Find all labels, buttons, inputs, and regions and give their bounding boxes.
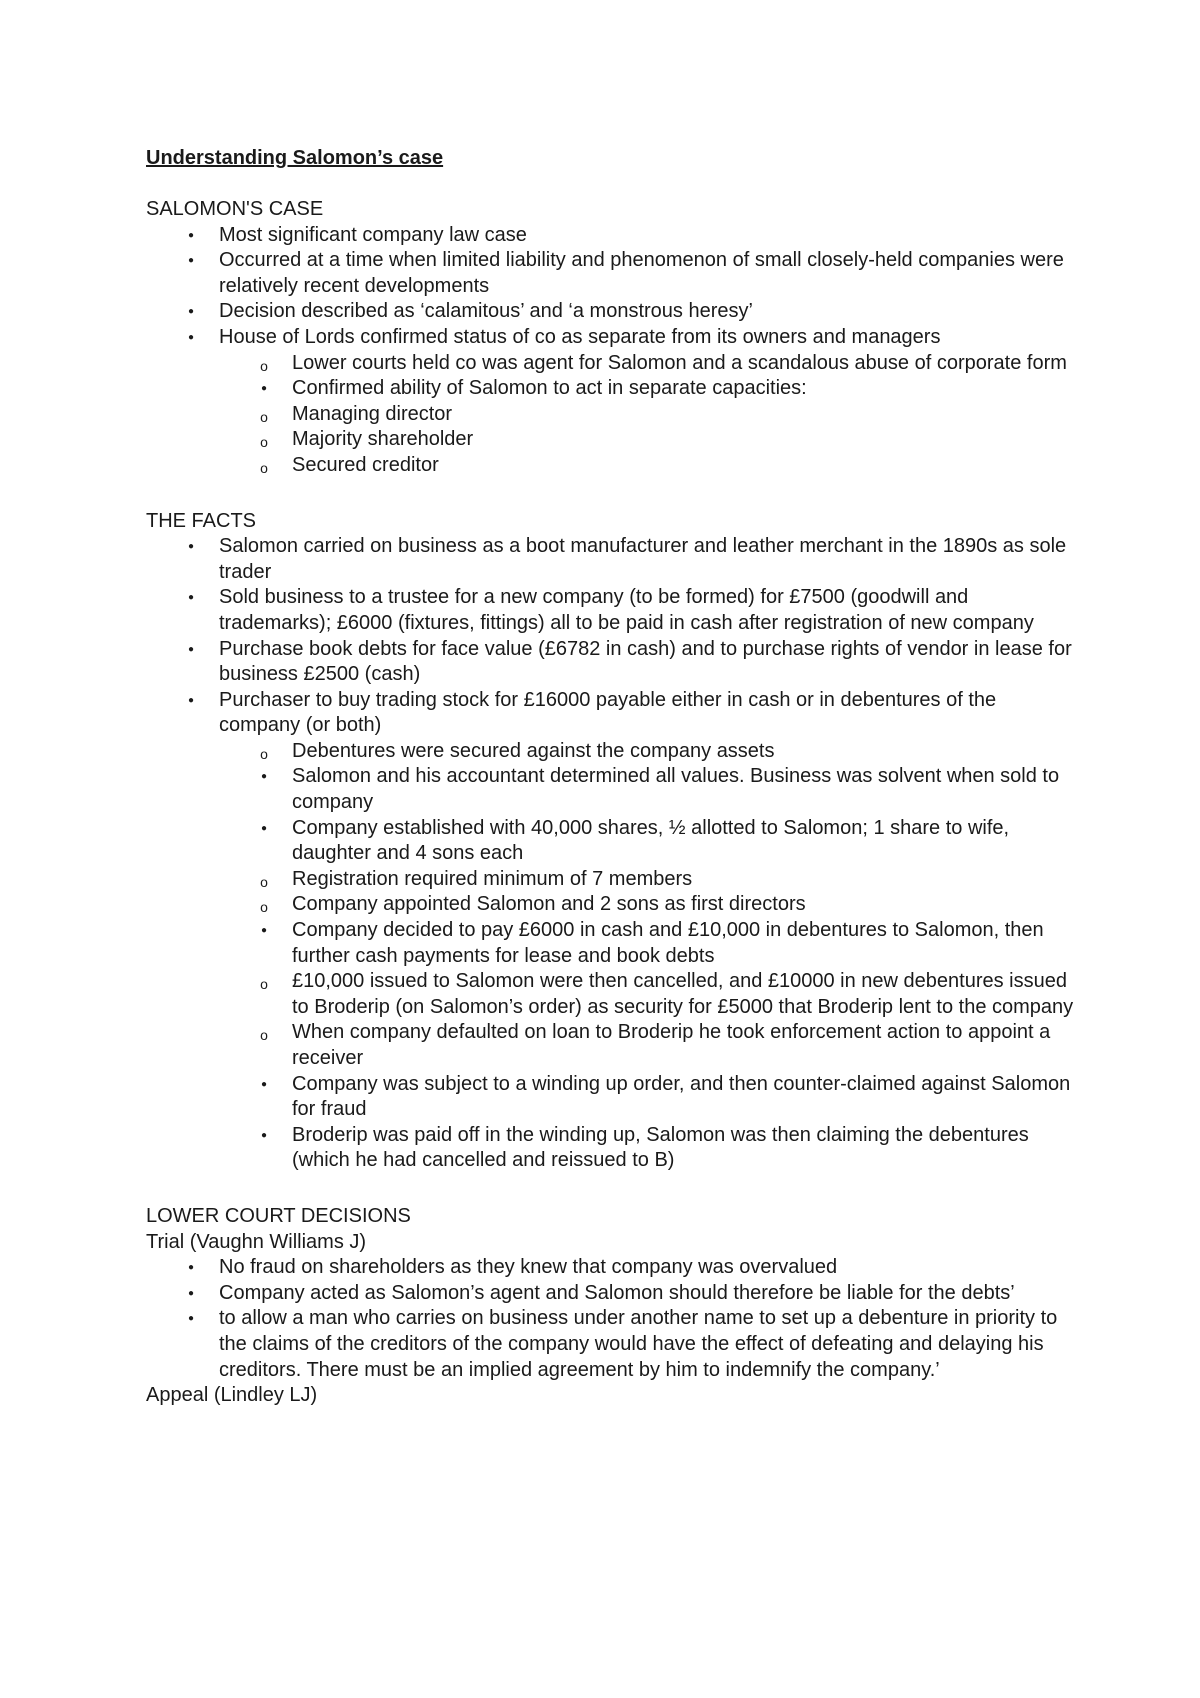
document-title: Understanding Salomon’s case — [146, 147, 444, 169]
section-subheading-appeal: Appeal (Lindley LJ) — [146, 1384, 318, 1407]
list-item-text: Confirmed ability of Salomon to act in separate capacities: — [292, 377, 807, 400]
list-item — [146, 1306, 1076, 1383]
bullet-list — [146, 534, 1076, 1174]
bullet-icon — [181, 248, 201, 277]
list-item — [146, 223, 1076, 249]
document-body — [146, 145, 1076, 1409]
circle-bullet-icon — [254, 867, 274, 894]
bullet-icon — [254, 816, 274, 845]
bullet-icon — [181, 534, 201, 563]
list-item-text: Debentures were secured against the company assets — [292, 739, 775, 762]
list-item-text: Broderip was paid off in the winding up, Salomon was then claiming the debentures (which he had cancelled and reissued to B) — [292, 1123, 1029, 1172]
bullet-list — [146, 223, 1076, 479]
list-item — [146, 351, 1076, 377]
list-item-text: to allow a man who carries on business under another name to set up a debenture in priority to the claims of the creditors of the company would have the effect of defeating and delaying his creditors. There must be an implied agreement by him to indemnify the company.’ — [219, 1307, 1058, 1381]
section-3 — [146, 1204, 1076, 1409]
list-item — [146, 325, 1076, 351]
bullet-icon — [181, 1255, 201, 1284]
list-item — [146, 637, 1076, 688]
list-item-text: Salomon and his accountant determined all values. Business was solvent when sold to company — [292, 765, 1060, 814]
list-item-text: Company decided to pay £6000 in cash and £10,000 in debentures to Salomon, then further cash payments for lease and book debts — [292, 919, 1044, 967]
list-item — [146, 1072, 1076, 1123]
circle-bullet-icon — [254, 892, 274, 919]
section-subheading: Trial (Vaughn Williams J) — [146, 1230, 367, 1253]
list-item-text: Sold business to a trustee for a new company (to be formed) for £7500 (goodwill and trademarks); £6000 (fixtures, fittings) all to be paid in cash after registration of new company — [219, 586, 1034, 634]
bullet-icon — [181, 325, 201, 354]
list-item — [146, 892, 1076, 918]
list-item — [146, 1281, 1076, 1307]
list-item — [146, 402, 1076, 428]
bullet-icon — [254, 1123, 274, 1152]
list-item — [146, 453, 1076, 479]
list-item-text: Company was subject to a winding up order, and then counter-claimed against Salomon for fraud — [292, 1072, 1071, 1121]
section-2 — [146, 509, 1076, 1174]
list-item-text: Secured creditor — [292, 453, 439, 476]
bullet-icon — [181, 637, 201, 666]
list-item — [146, 739, 1076, 765]
bullet-icon — [181, 1306, 201, 1335]
list-item — [146, 969, 1076, 1020]
bullet-icon — [254, 764, 274, 793]
bullet-icon — [254, 918, 274, 947]
list-item-text: Purchase book debts for face value (£6782 in cash) and to purchase rights of vendor in lease for business £2500 (cash) — [219, 637, 1072, 686]
list-item — [146, 816, 1076, 867]
section-1 — [146, 197, 1076, 479]
list-item-text: Decision described as ‘calamitous’ and ‘a monstrous heresy’ — [219, 300, 753, 323]
list-item — [146, 1255, 1076, 1281]
list-item — [146, 585, 1076, 636]
circle-bullet-icon — [254, 351, 274, 378]
list-item-text: Majority shareholder — [292, 428, 474, 451]
list-item — [146, 764, 1076, 815]
sections-container — [146, 197, 1076, 1409]
list-item-text: Lower courts held co was agent for Salomon and a scandalous abuse of corporate form — [292, 351, 1067, 374]
section-spacer — [146, 1174, 1076, 1204]
list-item-text: Purchaser to buy trading stock for £16000 payable either in cash or in debentures of the company (or both) — [219, 688, 997, 737]
list-item-text: Company appointed Salomon and 2 sons as first directors — [292, 893, 806, 916]
bullet-icon — [181, 585, 201, 614]
circle-bullet-icon — [254, 1020, 274, 1047]
list-item-text: Managing director — [292, 402, 453, 425]
bullet-icon — [254, 1072, 274, 1101]
list-item-text: Most significant company law case — [219, 223, 527, 246]
circle-bullet-icon — [254, 427, 274, 454]
circle-bullet-icon — [254, 969, 274, 996]
list-item-text: £10,000 issued to Salomon were then cancelled, and £10000 in new debentures issued to Broderip (on Salomon’s order) as security for £5000 that Broderip lent to the company — [292, 970, 1074, 1018]
list-item-text: Company established with 40,000 shares, ½ allotted to Salomon; 1 share to wife, daughter and 4 sons each — [292, 816, 1010, 865]
list-item-text: Occurred at a time when limited liability and phenomenon of small closely-held companies were relatively recent developments — [219, 249, 1064, 297]
list-item-text: Company acted as Salomon’s agent and Salomon should therefore be liable for the debts’ — [219, 1281, 1015, 1304]
list-item — [146, 248, 1076, 299]
list-item-text: Registration required minimum of 7 members — [292, 867, 693, 890]
bullet-icon — [181, 223, 201, 252]
list-item — [146, 376, 1076, 402]
circle-bullet-icon — [254, 402, 274, 429]
list-item — [146, 688, 1076, 739]
list-item — [146, 918, 1076, 969]
list-item — [146, 534, 1076, 585]
circle-bullet-icon — [254, 739, 274, 766]
bullet-icon — [181, 299, 201, 328]
list-item — [146, 1123, 1076, 1174]
section-heading: SALOMON'S CASE — [146, 198, 324, 220]
section-heading: LOWER COURT DECISIONS — [146, 1204, 411, 1227]
section-spacer — [146, 479, 1076, 509]
list-item — [146, 299, 1076, 325]
list-item-text: House of Lords confirmed status of co as separate from its owners and managers — [219, 325, 941, 348]
section-heading: THE FACTS — [146, 509, 257, 532]
bullet-icon — [181, 688, 201, 717]
bullet-icon — [254, 376, 274, 405]
bullet-icon — [181, 1281, 201, 1310]
list-item-text: No fraud on shareholders as they knew that company was overvalued — [219, 1256, 838, 1279]
list-item-text: Salomon carried on business as a boot manufacturer and leather merchant in the 1890s as sole trader — [219, 535, 1067, 583]
circle-bullet-icon — [254, 453, 274, 480]
list-item — [146, 867, 1076, 893]
list-item — [146, 1020, 1076, 1071]
list-item-text: When company defaulted on loan to Broderip he took enforcement action to appoint a receiver — [292, 1021, 1051, 1069]
bullet-list — [146, 1255, 1076, 1383]
list-item — [146, 427, 1076, 453]
